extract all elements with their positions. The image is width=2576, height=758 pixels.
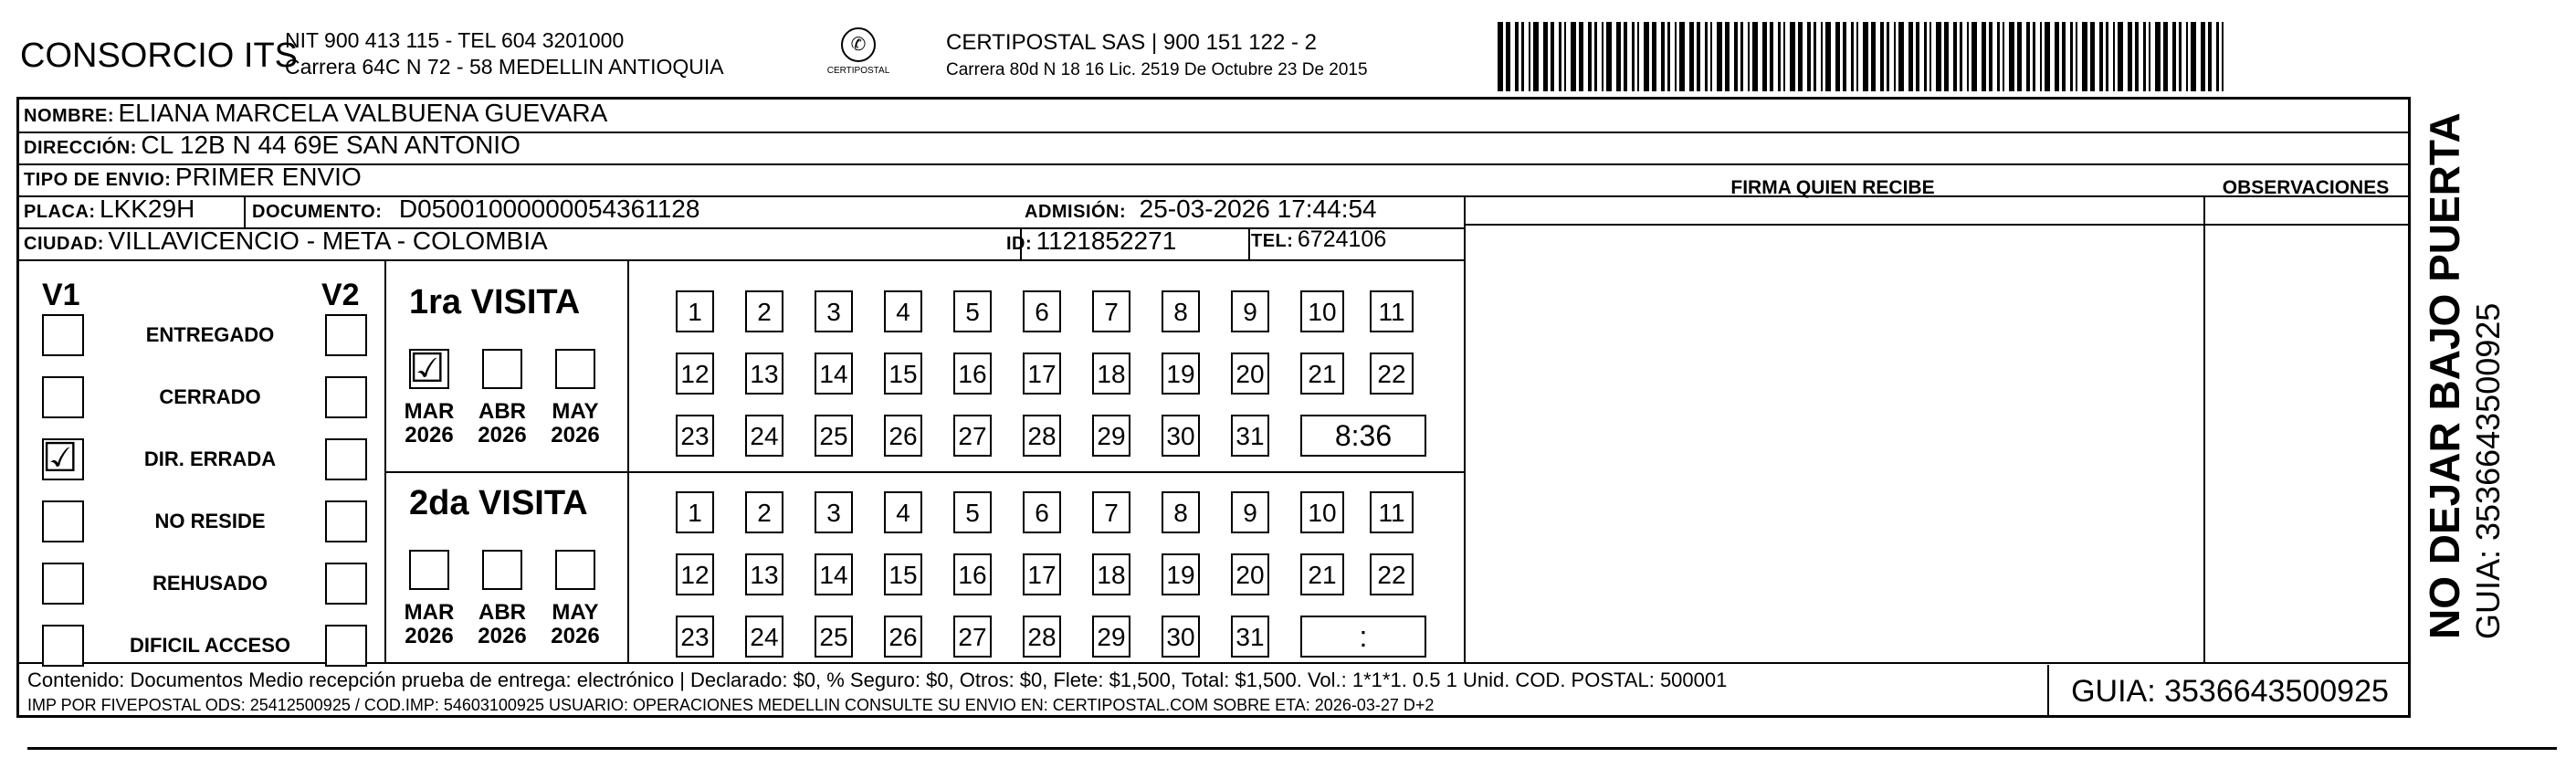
barcode-bar (2033, 22, 2035, 91)
barcode-bar (1924, 22, 1927, 91)
nombre-value: ELIANA MARCELA VALBUENA GUEVARA (118, 99, 608, 127)
barcode-bar (2208, 22, 2212, 91)
barcode-bar (1790, 22, 1795, 91)
month-checkbox[interactable] (409, 550, 449, 590)
nombre-label: NOMBRE: (24, 106, 115, 126)
barcode-bar (2070, 22, 2073, 91)
barcode-bar (2149, 22, 2150, 91)
barcode-bar (1752, 22, 1758, 91)
barcode-bar (2045, 22, 2050, 91)
barcode-bar (1982, 22, 1986, 91)
carrier-info (946, 29, 1368, 84)
day-box[interactable]: 28 (1023, 415, 1061, 457)
day-box[interactable]: 19 (1162, 553, 1200, 595)
month-name: MAY (552, 600, 599, 625)
barcode-bar (1944, 22, 1949, 91)
direccion-row (24, 131, 520, 160)
tel-value: 6724106 (1297, 226, 1387, 252)
admision-field (1025, 195, 1377, 224)
day-box[interactable]: 14 (815, 553, 853, 595)
id-label: ID: (1006, 234, 1033, 254)
barcode-bar (1929, 22, 1931, 91)
barcode-bar (2099, 22, 2103, 91)
barcode-bar (2155, 22, 2161, 91)
id-field (1006, 226, 1176, 256)
barcode-bar (1887, 22, 1889, 91)
barcode-bar (1814, 22, 1816, 91)
barcode-bar (1734, 22, 1738, 91)
day-box[interactable]: 8 (1162, 290, 1200, 332)
documento-field (252, 195, 699, 224)
day-box[interactable]: 8 (1162, 491, 1200, 533)
barcode-bar (2143, 22, 2146, 91)
v2-checkbox[interactable] (325, 500, 367, 542)
barcode-bar (1588, 22, 1592, 91)
day-box[interactable]: 24 (745, 616, 783, 658)
barcode-bar (1717, 22, 1722, 91)
barcode-bar (2090, 22, 2095, 91)
v2-checkbox[interactable] (325, 438, 367, 480)
barcode-bar (2106, 22, 2108, 91)
barcode-bar (1871, 22, 1876, 91)
day-box[interactable]: 5 (953, 491, 992, 533)
day-box[interactable]: 7 (1092, 491, 1130, 533)
status-label: CERRADO (159, 385, 261, 408)
barcode-bar (2055, 22, 2059, 91)
month-label (546, 601, 605, 648)
barcode-bar (1624, 22, 1627, 91)
carrier-logo (813, 27, 904, 91)
barcode-bar (2082, 22, 2087, 91)
barcode-bar (1551, 22, 1554, 91)
barcode-bar (1675, 22, 1677, 91)
v2-checkbox[interactable] (325, 625, 367, 667)
barcode-bar (2191, 22, 2196, 91)
barcode-bar (1971, 22, 1977, 91)
day-box[interactable]: 15 (884, 353, 922, 395)
barcode-bar (1679, 22, 1685, 91)
barcode-bar (1529, 22, 1530, 91)
barcode-bar (1606, 22, 1612, 91)
barcode-bar (1880, 22, 1884, 91)
barcode-bar (2216, 22, 2219, 91)
day-box[interactable]: 12 (676, 353, 714, 395)
day-box[interactable]: 6 (1023, 491, 1061, 533)
v2-checkbox[interactable] (325, 376, 367, 418)
month-year: 2026 (405, 423, 454, 447)
barcode-bar (2026, 22, 2030, 91)
barcode-bar (1564, 22, 1566, 91)
side-guia: GUIA: 3536643500925 (2469, 302, 2507, 639)
observaciones-header: OBSERVACIONES (2222, 177, 2390, 198)
month-year: 2026 (551, 624, 600, 648)
month-label (400, 400, 458, 447)
day-box[interactable]: 29 (1092, 415, 1130, 457)
day-box[interactable]: 5 (953, 290, 992, 332)
placa-field (24, 195, 195, 224)
barcode-bar (1579, 22, 1583, 91)
barcode-bar (1652, 22, 1656, 91)
status-label: ENTREGADO (145, 323, 275, 346)
day-box[interactable]: 22 (1370, 553, 1414, 595)
barcode-bar (1936, 22, 1941, 91)
day-box[interactable]: 2 (745, 290, 783, 332)
footer-content-line: Contenido: Documentos Medio recepción prueba de entrega: electrónico | Declarado: $0, % Seguro: $0, Otros: $0, Flete: $1,500, Total: $1,500. Vol.: 1*1*1. 0.5 1 Unid. COD. POSTAL: 500001 (27, 669, 1728, 691)
barcode-bar (2118, 22, 2123, 91)
barcode-bar (1506, 22, 1510, 91)
day-box[interactable]: 29 (1092, 616, 1130, 658)
barcode-bar (1616, 22, 1621, 91)
status-label: DIR. ERRADA (143, 447, 277, 470)
day-box[interactable]: 22 (1370, 353, 1414, 395)
v1-checkbox[interactable] (42, 376, 84, 418)
barcode-bar (1894, 22, 1896, 91)
day-box[interactable]: 21 (1300, 553, 1344, 595)
day-box[interactable]: 6 (1023, 290, 1061, 332)
barcode-bar (2222, 22, 2224, 91)
month-name: MAR (404, 600, 455, 625)
barcode-bar (1863, 22, 1868, 91)
day-box[interactable]: 13 (745, 553, 783, 595)
day-box[interactable]: 31 (1231, 616, 1269, 658)
barcode-bar (1498, 22, 1503, 91)
day-box[interactable]: 20 (1231, 353, 1269, 395)
nombre-row (24, 99, 607, 128)
barcode-bar (1559, 22, 1561, 91)
day-box[interactable]: 18 (1092, 353, 1130, 395)
barcode-bar (2113, 22, 2115, 91)
day-box[interactable]: 18 (1092, 553, 1130, 595)
logo-icon: ✆ (841, 27, 876, 62)
ciudad-value: VILLAVICENCIO - META - COLOMBIA (108, 226, 548, 255)
visit-title: 2da VISITA (409, 484, 588, 522)
v1-checkbox[interactable] (42, 500, 84, 542)
visit-time-box[interactable]: : (1300, 616, 1426, 658)
barcode-bar (1594, 22, 1597, 91)
barcode-bar (1778, 22, 1781, 91)
v1-checkbox[interactable] (42, 625, 84, 667)
barcode-bar (1533, 22, 1539, 91)
day-box[interactable]: 9 (1231, 290, 1269, 332)
day-box[interactable]: 19 (1162, 353, 1200, 395)
day-box[interactable]: 17 (1023, 353, 1061, 395)
barcode-bar (2179, 22, 2182, 91)
day-box[interactable]: 16 (953, 353, 992, 395)
barcode-bar (2009, 22, 2014, 91)
day-box[interactable]: 30 (1162, 616, 1200, 658)
day-box[interactable]: 27 (953, 616, 992, 658)
v2-header: V2 (321, 278, 360, 312)
barcode-bar (1762, 22, 1767, 91)
barcode-bar (1689, 22, 1694, 91)
barcode-bar (1916, 22, 1919, 91)
barcode-bar (1898, 22, 1904, 91)
carrier-line: CERTIPOSTAL SAS | 900 151 122 - 2 (946, 30, 1317, 55)
month-year: 2026 (405, 624, 454, 648)
day-box[interactable]: 26 (884, 415, 922, 457)
barcode-bar (1725, 22, 1730, 91)
day-box[interactable]: 23 (676, 415, 714, 457)
barcode-bar (2186, 22, 2188, 91)
month-year: 2026 (478, 624, 527, 648)
barcode-bar (1710, 22, 1712, 91)
day-box[interactable]: 27 (953, 415, 992, 457)
barcode-bar (1798, 22, 1803, 91)
barcode-bar (1821, 22, 1823, 91)
ciudad-field (24, 226, 548, 256)
month-year: 2026 (551, 423, 600, 447)
barcode-bar (1667, 22, 1670, 91)
guia-number: GUIA: 3536643500925 (2047, 665, 2411, 718)
month-name: ABR (478, 399, 526, 424)
admision-label: ADMISIÓN: (1025, 202, 1127, 222)
ciudad-label: CIUDAD: (24, 234, 104, 254)
status-label: NO RESIDE (154, 510, 266, 532)
barcode-bar (1637, 22, 1639, 91)
barcode-bar (1997, 22, 2000, 91)
month-label (546, 400, 605, 447)
day-box[interactable]: 1 (676, 491, 714, 533)
barcode-bar (1571, 22, 1576, 91)
tel-field (1251, 226, 1386, 253)
visit-time-box[interactable]: 8:36 (1300, 415, 1426, 457)
month-year: 2026 (478, 423, 527, 447)
direccion-value: CL 12B N 44 69E SAN ANTONIO (141, 131, 520, 159)
day-box[interactable]: 25 (815, 415, 853, 457)
tel-label: TEL: (1251, 231, 1294, 251)
day-box[interactable]: 11 (1370, 491, 1414, 533)
barcode-bar (2172, 22, 2176, 91)
day-box[interactable]: 9 (1231, 491, 1269, 533)
day-box[interactable]: 7 (1092, 290, 1130, 332)
v2-checkbox[interactable] (325, 563, 367, 605)
firma-header: FIRMA QUIEN RECIBE (1730, 177, 1935, 198)
barcode-bar (1748, 22, 1750, 91)
tipo-label: TIPO DE ENVIO: (24, 170, 172, 190)
day-box[interactable]: 21 (1300, 353, 1344, 395)
side-warning: NO DEJAR BAJO PUERTA (2421, 112, 2468, 639)
month-label (473, 601, 531, 648)
day-box[interactable]: 11 (1370, 290, 1414, 332)
v2-checkbox[interactable] (325, 314, 367, 356)
day-box[interactable]: 20 (1231, 553, 1269, 595)
day-box[interactable]: 14 (815, 353, 853, 395)
barcode-bar (1521, 22, 1524, 91)
id-value: 1121852271 (1036, 226, 1177, 255)
day-box[interactable]: 25 (815, 616, 853, 658)
company-info (285, 27, 724, 80)
day-box[interactable]: 12 (676, 553, 714, 595)
day-box[interactable]: 16 (953, 553, 992, 595)
day-box[interactable]: 28 (1023, 616, 1061, 658)
barcode-bar (1960, 22, 1962, 91)
placa-label: PLACA: (24, 202, 96, 222)
barcode-bar (1697, 22, 1700, 91)
direccion-label: DIRECCIÓN: (24, 138, 137, 158)
barcode-bar (2163, 22, 2168, 91)
v1-checkbox[interactable] (42, 563, 84, 605)
status-label: REHUSADO (152, 572, 268, 595)
barcode-bar (1543, 22, 1548, 91)
barcode-bar (1644, 22, 1649, 91)
day-box[interactable]: 26 (884, 616, 922, 658)
barcode-bar (1602, 22, 1603, 91)
barcode-bar (2040, 22, 2042, 91)
month-checkbox[interactable] (482, 349, 522, 389)
company-name: CONSORCIO ITS (20, 37, 299, 75)
admision-value: 25-03-2026 17:44:54 (1139, 195, 1377, 223)
barcode-bar (1835, 22, 1840, 91)
barcode-bar (1908, 22, 1913, 91)
documento-value: D05001000000054361128 (398, 195, 700, 223)
barcode-bar (2003, 22, 2004, 91)
barcode (1498, 22, 2228, 91)
day-box[interactable]: 3 (815, 491, 853, 533)
day-box[interactable]: 31 (1231, 415, 1269, 457)
barcode-bar (1705, 22, 1708, 91)
barcode-bar (1989, 22, 1992, 91)
barcode-bar (1807, 22, 1811, 91)
day-box[interactable]: 17 (1023, 553, 1061, 595)
barcode-bar (1953, 22, 1957, 91)
barcode-bar (2135, 22, 2139, 91)
barcode-bar (1740, 22, 1743, 91)
day-box[interactable]: 2 (745, 491, 783, 533)
documento-label: DOCUMENTO: (252, 202, 383, 222)
placa-value: LKK29H (100, 195, 195, 223)
day-box[interactable]: 10 (1300, 491, 1344, 533)
month-checkbox[interactable] (482, 550, 522, 590)
barcode-bar (1843, 22, 1846, 91)
day-box[interactable]: 23 (676, 616, 714, 658)
check-mark-icon: ☑ (42, 435, 79, 481)
month-checkbox[interactable] (555, 349, 595, 389)
tipo-value: PRIMER ENVIO (174, 163, 362, 191)
barcode-bar (1856, 22, 1858, 91)
v1-checkbox[interactable] (42, 435, 84, 481)
month-label (400, 601, 458, 648)
check-mark-icon: ☑ (409, 345, 446, 392)
carrier-address: Carrera 80d N 18 16 Lic. 2519 De Octubre 23 De 2015 (946, 60, 1368, 79)
logo-text: CERTIPOSTAL (826, 66, 890, 76)
barcode-bar (2128, 22, 2132, 91)
tipo-row (24, 163, 362, 192)
day-box[interactable]: 13 (745, 353, 783, 395)
month-name: MAY (552, 399, 599, 424)
day-box[interactable]: 30 (1162, 415, 1200, 457)
footer-print-line: IMP POR FIVEPOSTAL ODS: 25412500925 / COD.IMP: 54603100925 USUARIO: OPERACIONES MEDELLIN CONSULTE SU ENVIO EN: CERTIPOSTAL.COM SOBRE ETA: 2026-03-27 D+2 (27, 696, 1435, 714)
nit-line: NIT 900 413 115 - TEL 604 3201000 (285, 28, 625, 52)
barcode-bar (1851, 22, 1854, 91)
v1-checkbox[interactable] (42, 314, 84, 356)
bottom-rule (27, 747, 2557, 750)
status-label: DIFICIL ACCESO (129, 634, 290, 657)
month-label (473, 400, 531, 447)
barcode-bar (1661, 22, 1665, 91)
v1-header: V1 (42, 278, 80, 312)
visit-title: 1ra VISITA (409, 283, 581, 321)
barcode-bar (1632, 22, 1635, 91)
company-address: Carrera 64C N 72 - 58 MEDELLIN ANTIOQUIA (285, 55, 724, 79)
month-checkbox[interactable] (409, 345, 449, 392)
day-box[interactable]: 10 (1300, 290, 1344, 332)
day-box[interactable]: 1 (676, 290, 714, 332)
month-name: MAR (404, 399, 455, 424)
barcode-bar (2062, 22, 2066, 91)
day-box[interactable]: 4 (884, 290, 922, 332)
barcode-bar (2201, 22, 2205, 91)
barcode-bar (2017, 22, 2022, 91)
barcode-bar (1783, 22, 1785, 91)
side-notice (2420, 112, 2508, 639)
day-box[interactable]: 3 (815, 290, 853, 332)
barcode-bar (2076, 22, 2077, 91)
month-name: ABR (478, 600, 526, 625)
month-checkbox[interactable] (555, 550, 595, 590)
day-box[interactable]: 15 (884, 553, 922, 595)
barcode-bar (1515, 22, 1519, 91)
barcode-bar (1825, 22, 1831, 91)
barcode-bar (1770, 22, 1773, 91)
day-box[interactable]: 24 (745, 415, 783, 457)
barcode-bar (1967, 22, 1969, 91)
day-box[interactable]: 4 (884, 491, 922, 533)
